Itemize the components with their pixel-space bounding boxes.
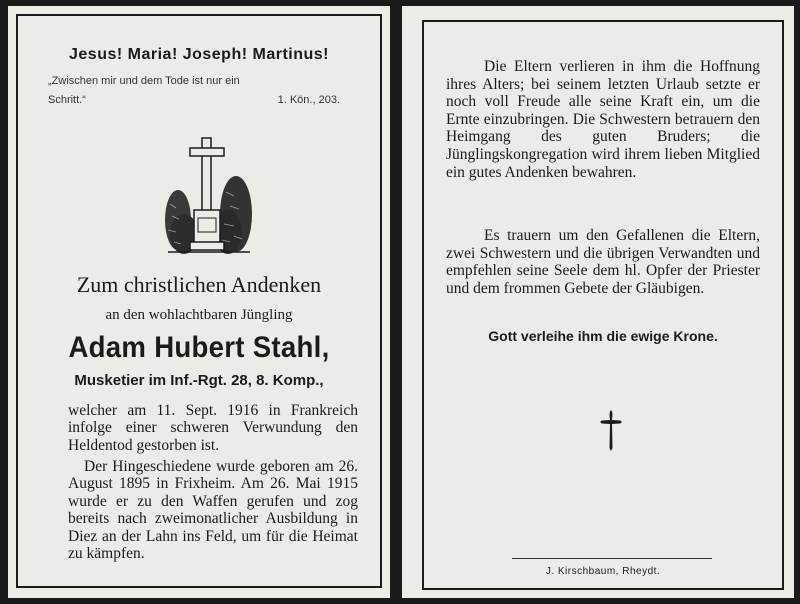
quote-line-2 — [48, 91, 360, 110]
left-page-border — [16, 14, 382, 588]
grave-cross-with-trees-icon — [164, 134, 254, 256]
biography-paragraph: Der Hingeschiedene wurde geboren am 26. August 1895 in Frixheim. Am 26. Mai 1915 wurde er zu den Waffen gerufen und zog bereits nach zweimonatlicher Ausbildung in Diez an der Lahn ins Feld, um für die Heimat zu kämpfen. — [68, 458, 358, 563]
memorial-title: Zum christlichen Andenken — [76, 272, 322, 297]
quote-reference: 1. Kön., 203. — [277, 94, 340, 106]
left-page — [8, 6, 390, 598]
death-line-1: welcher am 11. Sept. 1916 in Frankreich — [68, 402, 358, 419]
latin-cross-icon — [598, 408, 624, 452]
death-paragraph — [68, 402, 358, 454]
right-page-border — [422, 20, 784, 590]
deceased-name: Adam Hubert Stahl, — [68, 331, 330, 364]
right-page — [402, 6, 794, 598]
quote-word: Schritt.“ — [48, 94, 86, 106]
mourners-paragraph: Es trauern um den Gefallenen die Eltern, zwei Schwestern und die übrigen Verwandten und empfehlen seine Seele dem hl. Opfer der Priester und dem frommen Gebete der Gläubigen. — [446, 227, 760, 297]
death-line-rest: infolge einer schweren Verwundung den Heldentod gestorben ist. — [68, 419, 358, 454]
printer-credit: J. Kirschbaum, Rheydt. — [545, 566, 661, 577]
military-rank: Musketier im Inf.-Rgt. 28, 8. Komp., — [74, 372, 324, 389]
parents-paragraph: Die Eltern verlieren in ihm die Hoffnung ihres Alters; bei seinem letzten Urlaub setzte er noch voll Freude alle seine Kraft ein, um die Ernte einzubringen. Die Schwestern betrauern den Heimgang des guten Bruders; die Jünglingskongregation wird ihrem lieben Mitglied ein gutes Andenken bewahren. — [446, 58, 760, 181]
memorial-subline: an den wohlachtbaren Jüngling — [105, 307, 293, 323]
quote-line-1: „Zwischen mir und dem Tode ist nur ein — [48, 75, 240, 87]
bible-quote — [48, 72, 360, 110]
printer-divider — [512, 558, 712, 559]
invocation-heading: Jesus! Maria! Joseph! Martinus! — [69, 46, 329, 63]
closing-blessing: Gott verleihe ihm die ewige Krone. — [488, 328, 718, 344]
